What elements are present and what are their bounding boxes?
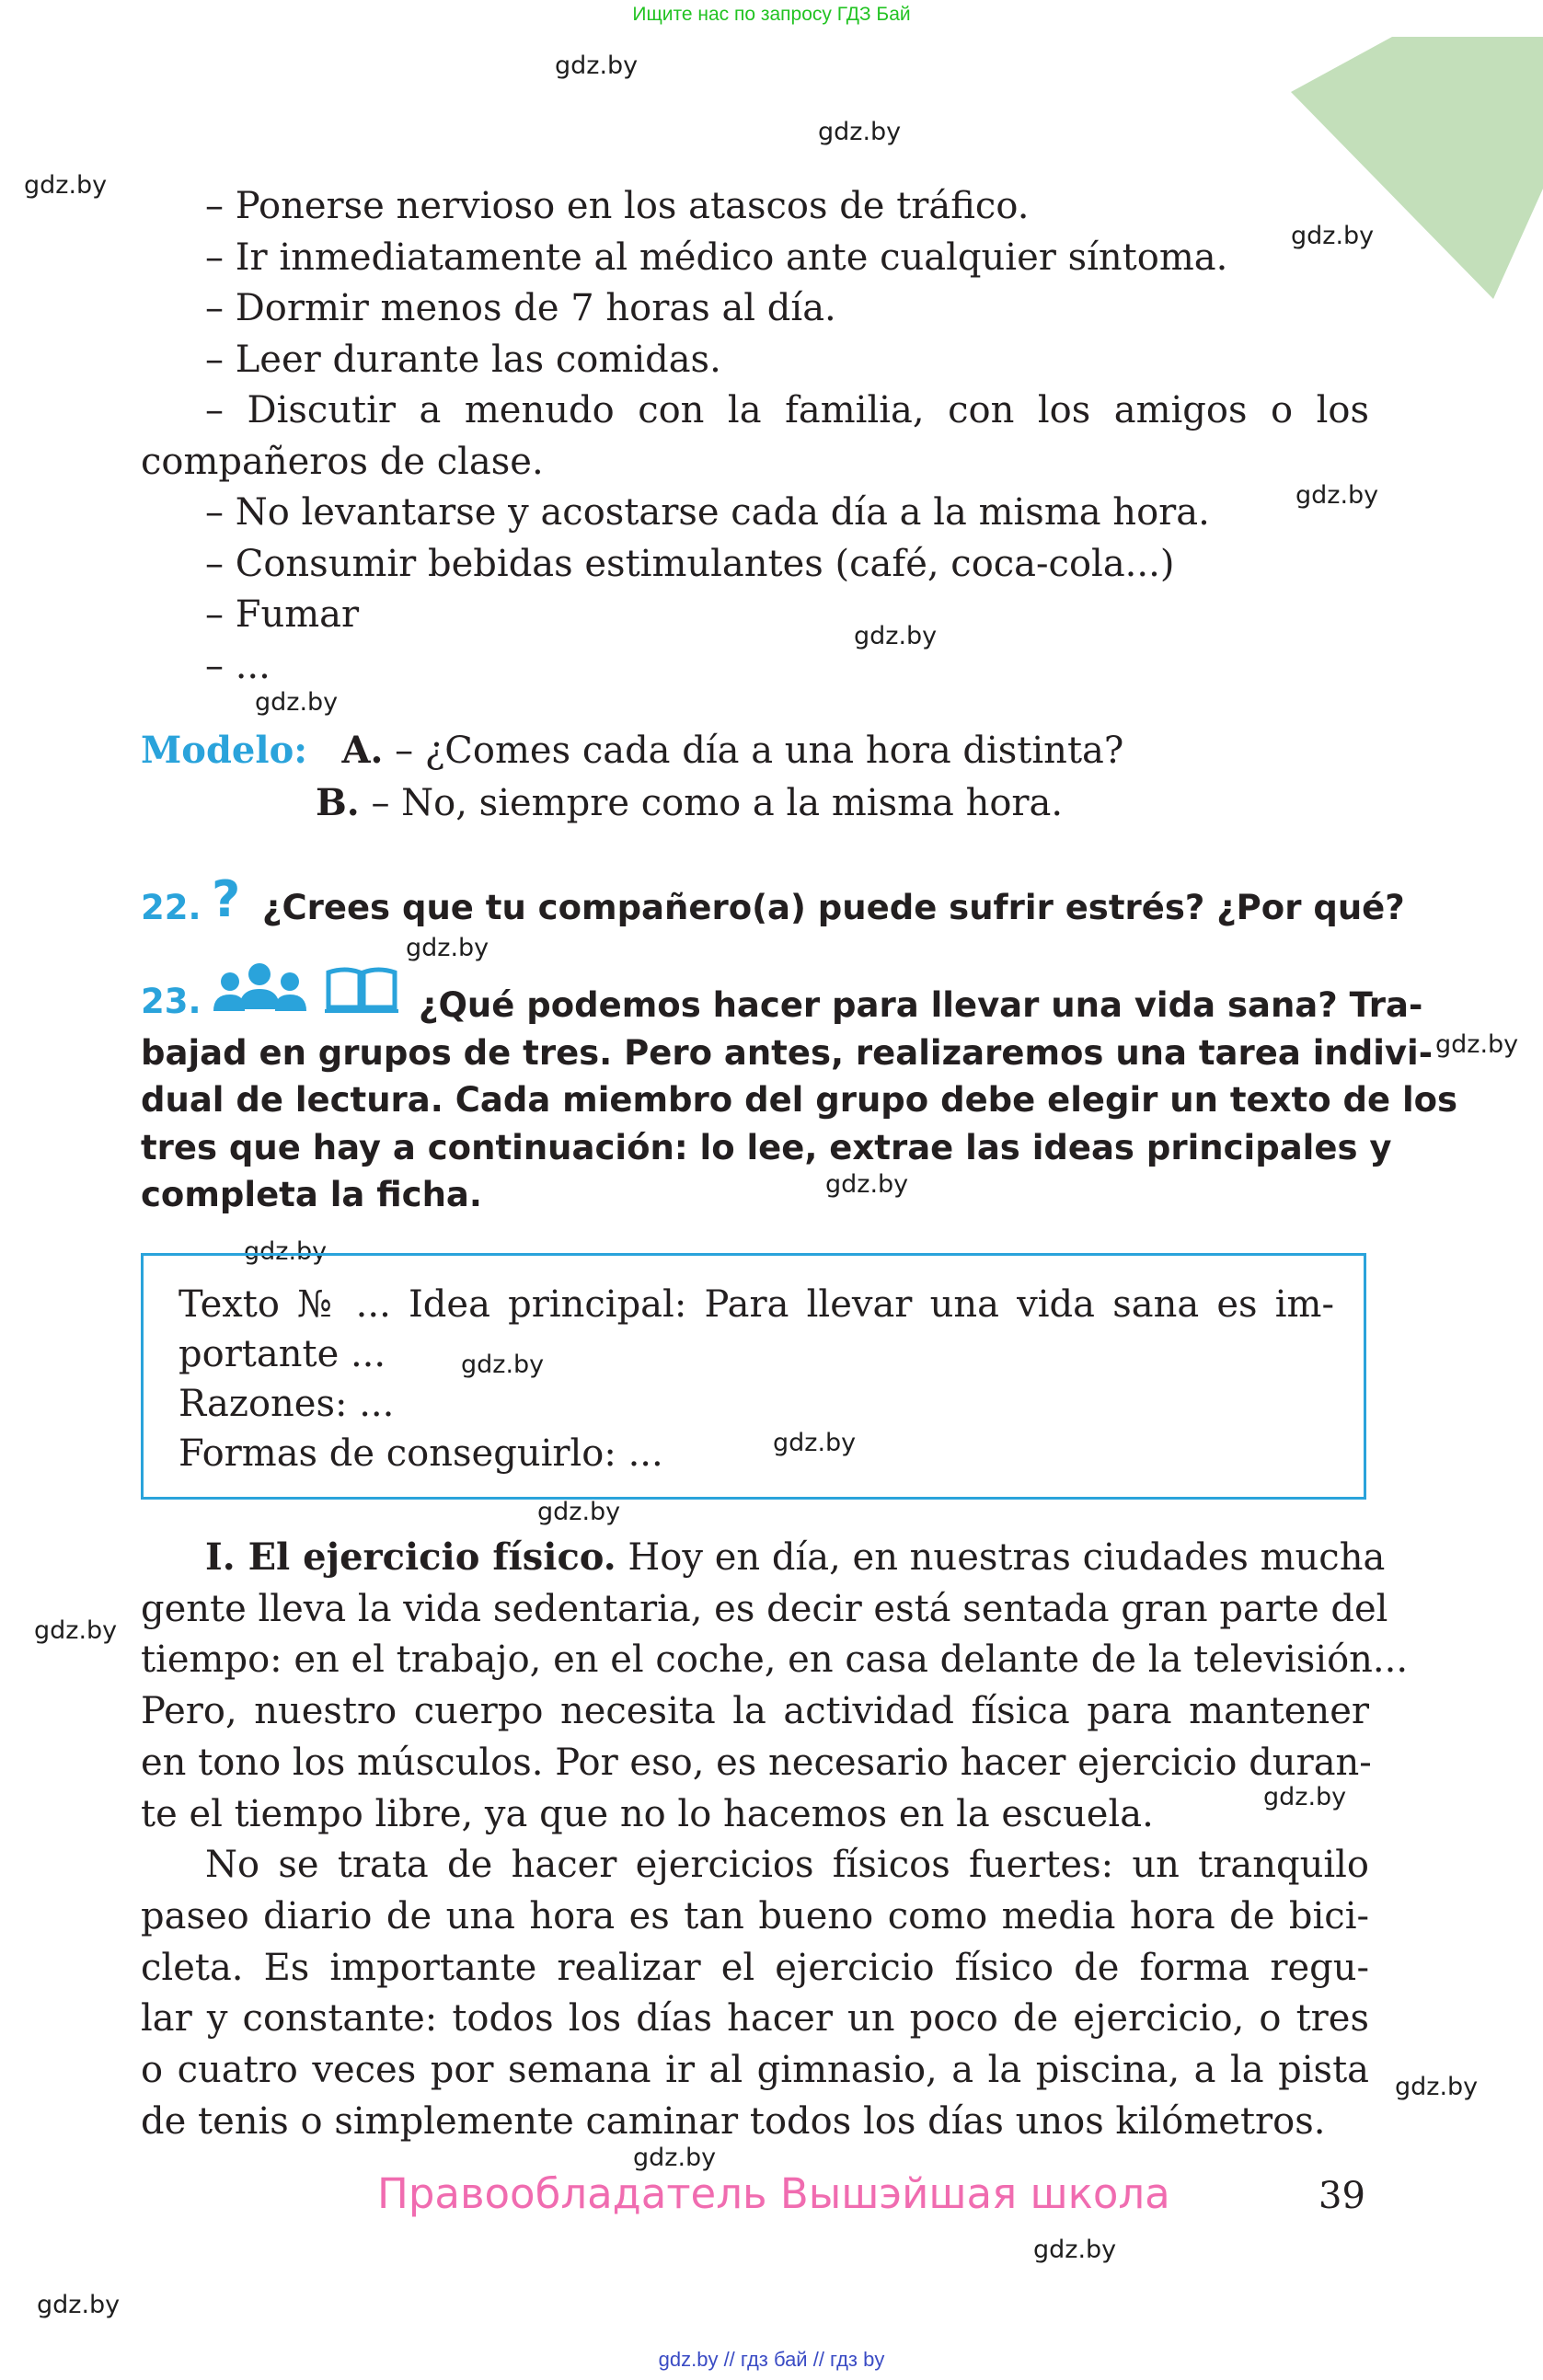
paragraph-line — [141, 1532, 1386, 1584]
paragraph-line: lar y constante: todos los días hacer un poco de ejercicio, o tres — [141, 1997, 1369, 2041]
modelo-block — [141, 725, 1369, 829]
watermark: gdz.by — [255, 688, 339, 717]
watermark: gdz.by — [537, 1498, 621, 1526]
search-hint: Ищите нас по запросу ГДЗ Бай — [632, 4, 911, 25]
instruction-line: dual de lectura. Cada miembro del grupo debe elegir un texto de los — [141, 1080, 1458, 1120]
speaker-a: A. — [341, 729, 384, 772]
speaker-b: B. — [316, 780, 360, 824]
list-item: – ... — [205, 644, 271, 687]
modelo-line-a — [141, 725, 1369, 777]
paragraph-line: o cuatro veces por semana ir al gimnasio, a la piscina, a la pista — [141, 2049, 1369, 2092]
paragraph-line: tiempo: en el trabajo, en el coche, en casa delante de la televisión... — [141, 1638, 1409, 1682]
list-item: – Ir inmediatamente al médico ante cualquier síntoma. — [205, 236, 1228, 279]
list-item — [141, 385, 1369, 437]
reading-text-1 — [141, 1532, 1409, 2147]
watermark: gdz.by — [24, 171, 108, 200]
ficha-line: Razones: ... — [178, 1383, 395, 1425]
paragraph-line: Pero, nuestro cuerpo necesita la actividad física para mantener — [141, 1690, 1369, 1733]
list-item-line: – Discutir a menudo con la familia, con los amigos o los — [205, 389, 1369, 431]
speaker-a-text: – ¿Comes cada día a una hora distinta? — [383, 730, 1124, 772]
watermark: gdz.by — [1395, 2073, 1479, 2101]
paragraph-line: gente lleva la vida sedentaria, es decir está sentada gran parte del — [141, 1587, 1388, 1630]
watermark: gdz.by — [854, 622, 938, 650]
ficha-content — [178, 1280, 1334, 1478]
paragraph-line: No se trata de hacer ejercicios físicos fuertes: un tranquilo — [205, 1844, 1369, 1887]
exercise-number: 22. — [141, 888, 202, 927]
ficha-line: Formas de conseguirlo: ... — [178, 1432, 663, 1475]
copyright-notice: Правообладатель Вышэйшая школа — [377, 2169, 1170, 2218]
list-item: – No levantarse y acostarse cada día a la misma hora. — [205, 491, 1210, 534]
exercise-22 — [141, 888, 202, 927]
exercise-23-instructions — [141, 982, 1458, 1219]
paragraph-line: de tenis o simplemente caminar todos los días unos kilómetros. — [141, 2099, 1326, 2143]
watermark: gdz.by — [1263, 1783, 1347, 1811]
list-item: – Fumar — [205, 593, 360, 636]
instruction-line: ¿Qué podemos hacer para llevar una vida sana? Tra- — [419, 985, 1423, 1025]
watermark: gdz.by — [825, 1170, 909, 1199]
question-icon — [210, 872, 243, 924]
exercise-number: 23. — [141, 982, 202, 1021]
watermark: gdz.by — [244, 1237, 328, 1266]
paragraph-line: en tono los músculos. Por eso, es necesario hacer ejercicio duran- — [141, 1741, 1372, 1784]
paragraph-line: te el tiempo libre, ya que no lo hacemos en la escuela. — [141, 1792, 1154, 1835]
watermark: gdz.by — [555, 52, 639, 80]
list-item: – Dormir menos de 7 horas al día. — [205, 287, 836, 329]
watermark: gdz.by — [1435, 1030, 1519, 1059]
watermark: gdz.by — [406, 934, 489, 962]
paragraph-line: paseo diario de una hora es tan bueno como media hora de bici- — [141, 1894, 1369, 1937]
watermark: gdz.by — [633, 2144, 717, 2172]
speaker-b-text: – No, siempre como a la misma hora. — [359, 781, 1064, 824]
paragraph-text: Hoy en día, en nuestras ciudades mucha — [616, 1536, 1386, 1579]
watermark: gdz.by — [34, 1616, 118, 1645]
list-item: – Consumir bebidas estimulantes (café, coca-cola...) — [205, 542, 1175, 585]
ficha-box — [141, 1253, 1366, 1500]
page-number: 39 — [1318, 2175, 1365, 2217]
list-item: – Ponerse nervioso en los atascos de tráfico. — [205, 185, 1030, 227]
watermark: gdz.by — [461, 1351, 545, 1379]
text-heading: I. El ejercicio físico. — [205, 1535, 616, 1579]
watermark: gdz.by — [37, 2291, 121, 2319]
instruction-line: completa la ficha. — [141, 1175, 482, 1214]
habits-list — [141, 181, 1369, 692]
exercise-22-text: ¿Crees que tu compañero(a) puede sufrir estrés? ¿Por qué? — [262, 888, 1405, 927]
instruction-line: bajad en grupos de tres. Pero antes, realizaremos una tarea indivi- — [141, 1032, 1434, 1073]
watermark: gdz.by — [1295, 481, 1379, 510]
instruction-line: tres que hay a continuación: lo lee, extrae las ideas principales y — [141, 1127, 1392, 1167]
watermark: gdz.by — [1291, 222, 1375, 250]
list-item: – Leer durante las comidas. — [205, 338, 721, 381]
ficha-line: portante ... — [178, 1333, 386, 1375]
paragraph-line: cleta. Es importante realizar el ejercicio físico de forma regu- — [141, 1946, 1369, 1989]
list-item-continuation: compañeros de clase. — [141, 440, 544, 483]
modelo-line-b — [141, 777, 1369, 830]
svg-text:?: ? — [212, 872, 241, 924]
watermark: gdz.by — [818, 118, 902, 146]
footer-links[interactable]: gdz.by // гдз бай // гдз by — [658, 2348, 885, 2371]
modelo-label: Modelo: — [141, 729, 308, 772]
watermark: gdz.by — [1033, 2236, 1117, 2264]
watermark: gdz.by — [773, 1429, 857, 1457]
ficha-line: Texto № ... Idea principal: Para llevar una vida sana es im- — [178, 1283, 1334, 1326]
